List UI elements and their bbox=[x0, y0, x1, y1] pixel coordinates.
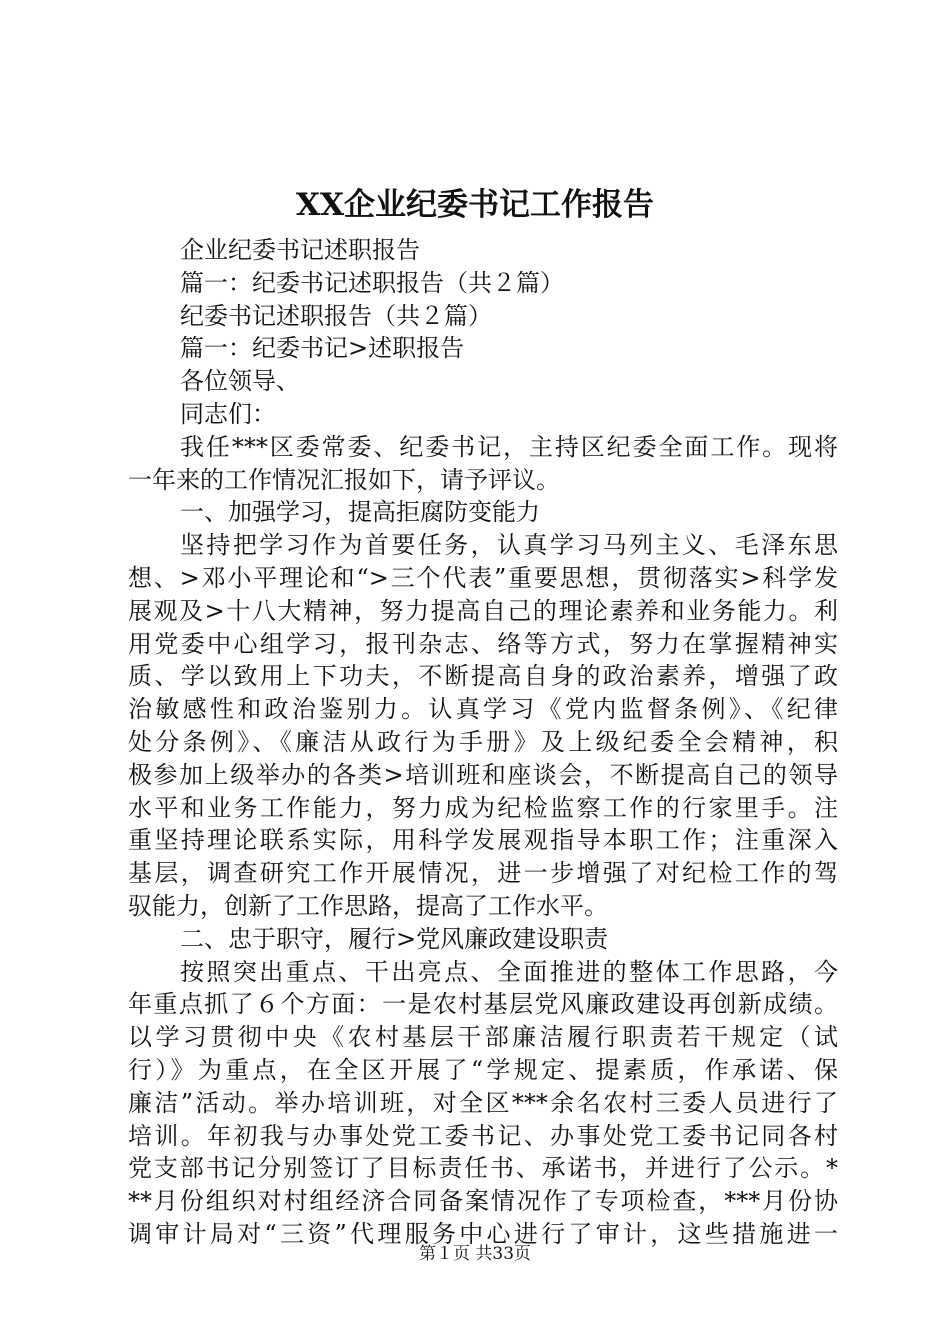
text-line: 同志们： bbox=[180, 399, 276, 428]
text-line: 水平和业务工作能力，努力成为纪检监察工作的行家里手。注 bbox=[128, 793, 838, 822]
text-line: 我任***区委常委、纪委书记，主持区纪委全面工作。现将 bbox=[180, 432, 838, 461]
text-line: 二、忠于职守，履行>党风廉政建设职责 bbox=[180, 924, 609, 953]
text-line: 年重点抓了６个方面：一是农村基层党风廉政建设再创新成绩。 bbox=[128, 990, 838, 1019]
text-line: 质、学以致用上下功夫，不断提高自身的政治素养，增强了政 bbox=[128, 662, 838, 691]
text-line: 治敏感性和政治鉴别力。认真学习《党内监督条例》、《纪律 bbox=[128, 695, 838, 724]
text-line: 重坚持理论联系实际，用科学发展观指导本职工作；注重深入 bbox=[128, 826, 838, 855]
text-line: 一、加强学习，提高拒腐防变能力 bbox=[180, 498, 540, 527]
document-title: XX企业纪委书记工作报告 bbox=[295, 187, 655, 223]
text-line: 各位领导、 bbox=[180, 367, 300, 396]
text-line: 调审计局对“三资”代理服务中心进行了审计，这些措施进一 bbox=[128, 1219, 838, 1248]
text-line: 以学习贯彻中央《农村基层干部廉洁履行职责若干规定（试 bbox=[128, 1023, 838, 1052]
text-line: 用党委中心组学习，报刊杂志、络等方式，努力在掌握精神实 bbox=[128, 629, 838, 658]
document-body bbox=[128, 234, 838, 1251]
text-line: 坚持把学习作为首要任务，认真学习马列主义、毛泽东思 bbox=[180, 531, 838, 560]
text-line: **月份组织对村组经济合同备案情况作了专项检查，***月份协 bbox=[128, 1187, 838, 1216]
text-line: 极参加上级举办的各类>培训班和座谈会，不断提高自己的领导 bbox=[128, 760, 838, 789]
text-line: 按照突出重点、干出亮点、全面推进的整体工作思路，今 bbox=[180, 957, 838, 986]
page-footer: 第１页 共33页 bbox=[418, 1244, 532, 1264]
text-line: 想、>邓小平理论和“>三个代表”重要思想，贯彻落实>科学发 bbox=[128, 563, 838, 592]
text-line: 篇一：纪委书记>述职报告 bbox=[180, 334, 465, 363]
text-line: 处分条例》、《廉洁从政行为手册》及上级纪委全会精神，积 bbox=[128, 727, 838, 756]
text-line: 基层，调查研究工作开展情况，进一步增强了对纪检工作的驾 bbox=[128, 859, 838, 888]
text-line: 培训。年初我与办事处党工委书记、办事处党工委书记同各村 bbox=[128, 1121, 838, 1150]
text-line: 党支部书记分别签订了目标责任书、承诺书，并进行了公示。* bbox=[128, 1154, 838, 1183]
text-line: 一年来的工作情况汇报如下，请予评议。 bbox=[128, 465, 560, 494]
text-line: 廉洁”活动。举办培训班，对全区***余名农村三委人员进行了 bbox=[128, 1088, 838, 1117]
text-line: 纪委书记述职报告（共２篇） bbox=[180, 301, 492, 330]
text-line: 篇一：纪委书记述职报告（共２篇） bbox=[180, 268, 564, 297]
text-line: 企业纪委书记述职报告 bbox=[180, 236, 420, 264]
text-line: 驭能力，创新了工作思路，提高了工作水平。 bbox=[128, 891, 608, 920]
text-line: 展观及>十八大精神，努力提高自己的理论素养和业务能力。利 bbox=[128, 596, 838, 625]
text-line: 行）》为重点，在全区开展了“学规定、提素质，作承诺、保 bbox=[128, 1055, 838, 1084]
